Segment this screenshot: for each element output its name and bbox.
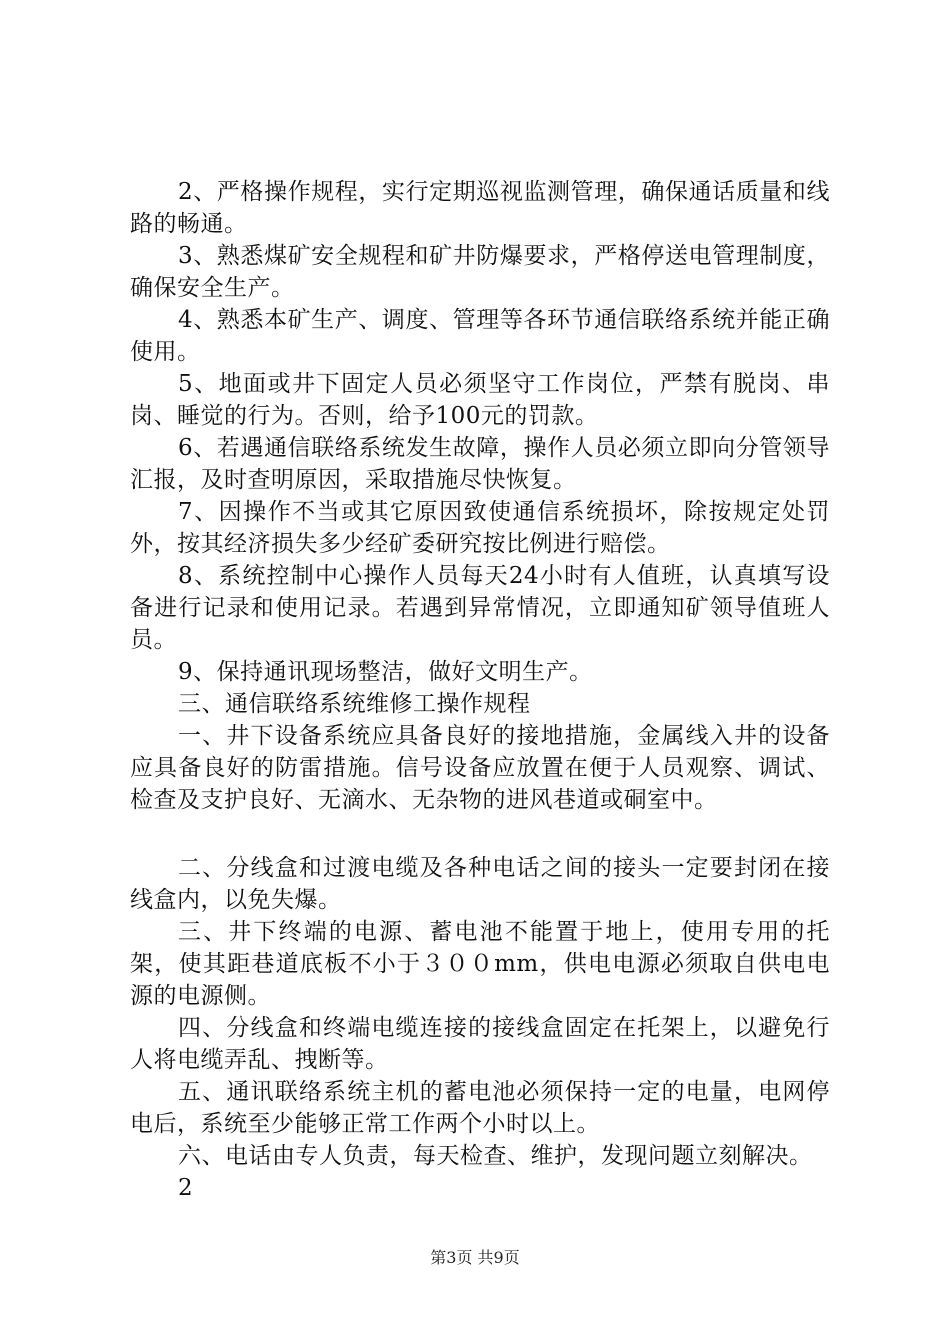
paragraph: 二、分线盒和过渡电缆及各种电话之间的接头一定要封闭在接线盒内，以免失爆。	[130, 855, 830, 913]
paragraph: 六、电话由专人负责，每天检查、维护，发现问题立刻解决。	[178, 1143, 813, 1169]
paragraph: 五、通讯联络系统主机的蓄电池必须保持一定的电量，电网停电后，系统至少能够正常工作两个小时以上。	[130, 1079, 830, 1137]
page-footer: 第3页 共9页	[430, 1248, 520, 1267]
paragraph: 8、系统控制中心操作人员每天24小时有人值班，认真填写设备进行记录和使用记录。若遇到异常情况，立即通知矿领导值班人员。	[130, 563, 830, 653]
paragraph: 2	[178, 1175, 194, 1201]
paragraph: 3、熟悉煤矿安全规程和矿井防爆要求，严格停送电管理制度，确保安全生产。	[130, 243, 830, 301]
paragraph: 9、保持通讯现场整洁，做好文明生产。	[178, 659, 593, 685]
section-heading: 三、通信联络系统维修工操作规程	[178, 691, 531, 717]
paragraph: 4、熟悉本矿生产、调度、管理等各环节通信联络系统并能正确使用。	[130, 307, 830, 365]
paragraph: 6、若遇通信联络系统发生故障，操作人员必须立即向分管领导汇报，及时查明原因，采取措施尽快恢复。	[130, 435, 830, 493]
paragraph: 7、因操作不当或其它原因致使通信系统损坏，除按规定处罚外，按其经济损失多少经矿委研究按比例进行赔偿。	[130, 499, 830, 557]
paragraph: 一、井下设备系统应具备良好的接地措施，金属线入井的设备应具备良好的防雷措施。信号设备应放置在便于人员观察、调试、检查及支护良好、无滴水、无杂物的进风巷道或硐室中。	[130, 723, 830, 813]
paragraph: 5、地面或井下固定人员必须坚守工作岗位，严禁有脱岗、串岗、睡觉的行为。否则，给予100元的罚款。	[130, 371, 830, 429]
paragraph: 2、严格操作规程，实行定期巡视监测管理，确保通话质量和线路的畅通。	[130, 179, 830, 237]
paragraph: 三、井下终端的电源、蓄电池不能置于地上，使用专用的托架，使其距巷道底板不小于３００mm，供电电源必须取自供电电源的电源侧。	[130, 919, 830, 1009]
paragraph: 四、分线盒和终端电缆连接的接线盒固定在托架上，以避免行人将电缆弄乱、拽断等。	[130, 1015, 830, 1073]
document-body	[130, 176, 830, 1204]
paragraph-gap	[130, 816, 830, 852]
